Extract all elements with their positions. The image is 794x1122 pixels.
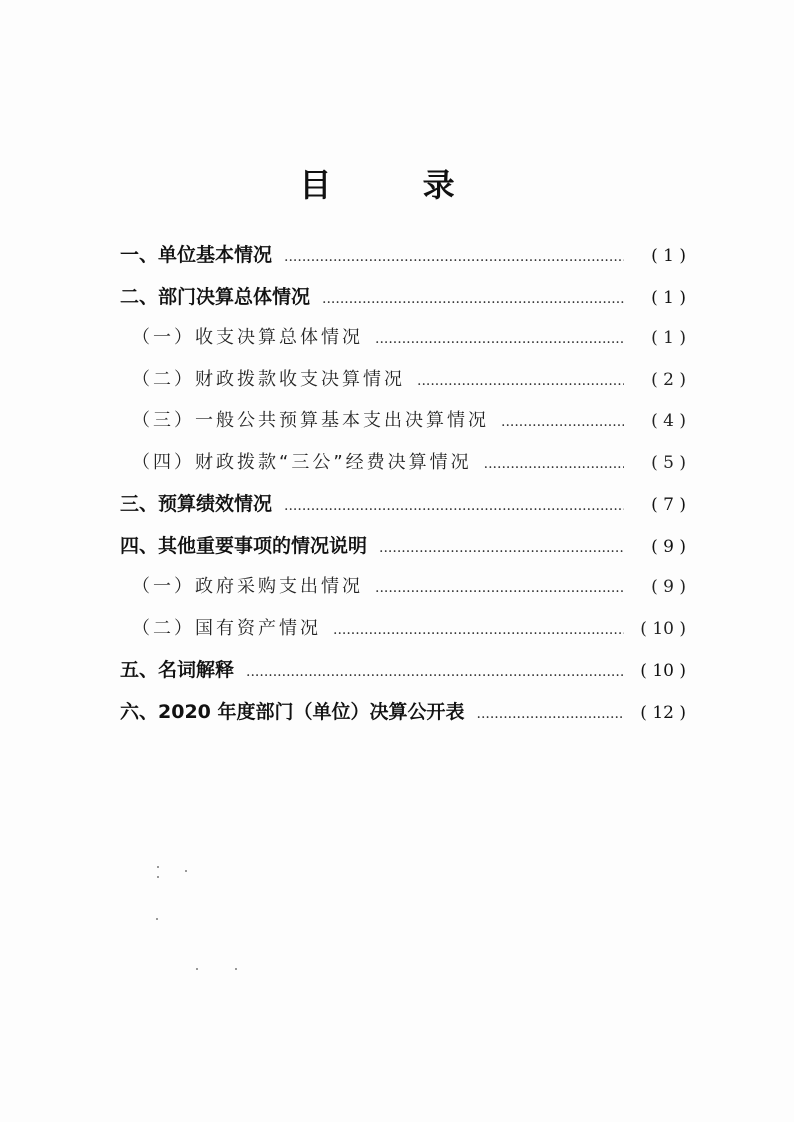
toc-entry[interactable] <box>120 489 686 519</box>
toc-entry-page: ( 2 ) <box>651 370 686 390</box>
toc-leader-dots <box>484 449 624 479</box>
toc-leader-dots <box>284 242 624 272</box>
toc-entry-label: （二）财政拨款收支决算情况 <box>132 369 405 390</box>
scan-speck <box>157 876 159 878</box>
toc-entry-label: （一）政府采购支出情况 <box>132 576 363 597</box>
toc-entry[interactable] <box>132 365 686 395</box>
toc-entry[interactable] <box>120 531 686 561</box>
toc-entry-page: ( 9 ) <box>651 537 686 557</box>
toc-entry-label: 三、预算绩效情况 <box>120 493 273 515</box>
scan-speck <box>156 918 158 920</box>
toc-entry[interactable] <box>132 572 686 602</box>
toc-leader-dots <box>417 366 624 396</box>
toc-title: 目 录 <box>299 166 495 204</box>
toc-entry[interactable] <box>132 448 686 478</box>
toc-entry-page: ( 10 ) <box>640 619 686 639</box>
toc-entry-label: （二）国有资产情况 <box>132 618 321 639</box>
toc-entry-label: 五、名词解释 <box>120 659 235 681</box>
scan-speck <box>235 968 237 970</box>
toc-entry-page: ( 10 ) <box>640 661 686 681</box>
toc-entry[interactable] <box>132 614 686 644</box>
toc-entry-label: 四、其他重要事项的情况说明 <box>120 535 368 557</box>
toc-entry-label: （一）收支决算总体情况 <box>132 327 363 348</box>
toc-entry-page: ( 5 ) <box>651 453 686 473</box>
toc-entry-page: ( 1 ) <box>651 328 686 348</box>
toc-entry-label: （四）财政拨款“三公”经费决算情况 <box>132 452 472 473</box>
toc-entry-page: ( 9 ) <box>651 577 686 597</box>
scan-speck <box>196 968 198 970</box>
toc-entry-page: ( 1 ) <box>651 246 686 266</box>
toc-entry-page: ( 4 ) <box>651 411 686 431</box>
toc-entry[interactable] <box>120 655 686 685</box>
toc-entry-page: ( 1 ) <box>651 288 686 308</box>
toc-leader-dots <box>501 407 624 437</box>
toc-entry-label: （三）一般公共预算基本支出决算情况 <box>132 410 489 431</box>
toc-entry[interactable] <box>132 323 686 353</box>
toc-leader-dots <box>246 657 624 687</box>
toc-entry-page: ( 7 ) <box>651 495 686 515</box>
toc-leader-dots <box>333 615 624 645</box>
scan-speck <box>185 870 187 872</box>
toc-entry[interactable] <box>120 282 686 312</box>
toc-entry-label: 一、单位基本情况 <box>120 244 273 266</box>
toc-entry[interactable] <box>120 697 686 727</box>
toc-entry[interactable] <box>120 240 686 270</box>
toc-leader-dots <box>322 284 624 314</box>
toc-entry-page: ( 12 ) <box>640 703 686 723</box>
toc-leader-dots <box>375 324 624 354</box>
scan-speck <box>157 866 159 868</box>
toc-leader-dots <box>284 491 624 521</box>
toc-leader-dots <box>375 573 624 603</box>
toc-entry-label: 二、部门决算总体情况 <box>120 286 311 308</box>
toc-entry[interactable] <box>132 406 686 436</box>
toc-leader-dots <box>477 699 625 729</box>
toc-entry-label: 六、2020 年度部门（单位）决算公开表 <box>120 701 465 723</box>
toc-leader-dots <box>379 533 624 563</box>
